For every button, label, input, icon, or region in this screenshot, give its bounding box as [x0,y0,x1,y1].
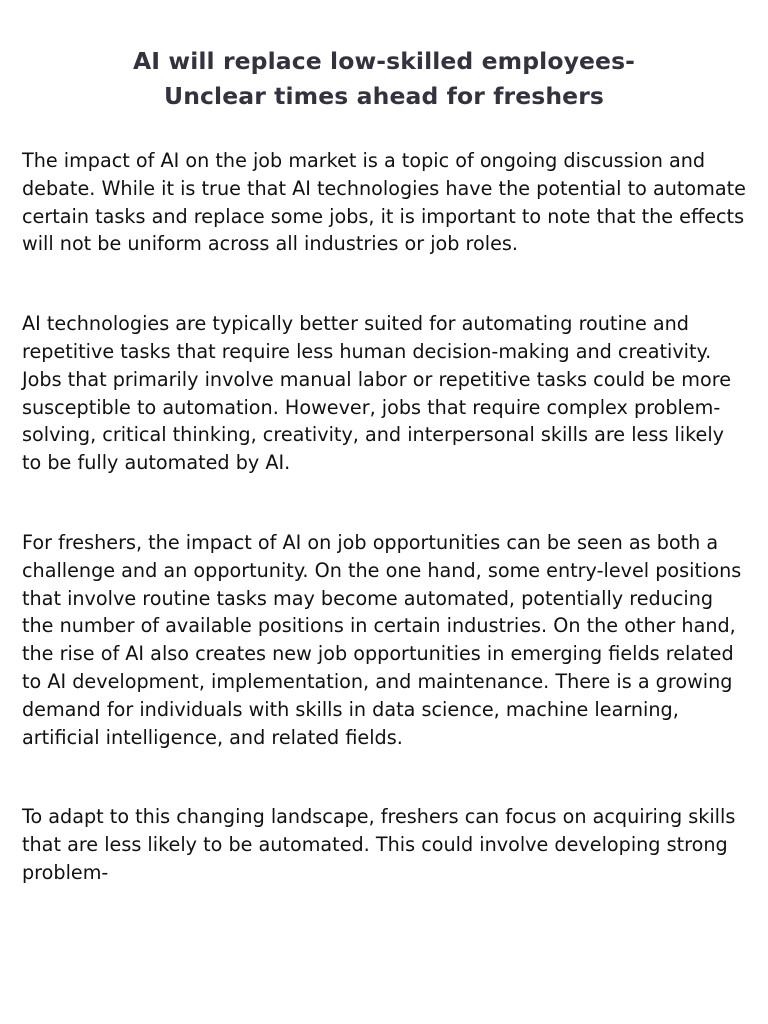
title-line-2: Unclear times ahead for freshers [164,82,604,110]
paragraph-1: The impact of AI on the job market is a topic of ongoing discussion and debate. While it is true that AI technologies have the potential to automate certain tasks and replace some jobs, it is important to note that the effects will not be uniform across all industries or job roles. [22,149,746,256]
paragraph-3: For freshers, the impact of AI on job opportunities can be seen as both a challenge and an opportunity. On the one hand, some entry-level positions that involve routine tasks may become automated, potentially reducing the number of available positions in certain industries. On the other hand, the rise of AI also creates new job opportunities in emerging fields related to AI development, implementation, and maintenance. There is a growing demand for individuals with skills in data science, machine learning, artificial intelligence, and related fields. [22,530,742,749]
paragraph-4: To adapt to this changing landscape, freshers can focus on acquiring skills that are less likely to be automated. This could involve developing strong problem- [22,805,736,884]
page-title [22,0,746,114]
paragraph-2: AI technologies are typically better suited for automating routine and repetitive tasks that require less human decision-making and creativity. Jobs that primarily involve manual labor or repetitive tasks could be more susceptible to automation. However, jobs that require complex problem-solving, critical thinking, creativity, and interpersonal skills are less likely to be fully automated by AI. [22,312,732,475]
title-line-1: AI will replace low-skilled employees- [132,47,636,75]
